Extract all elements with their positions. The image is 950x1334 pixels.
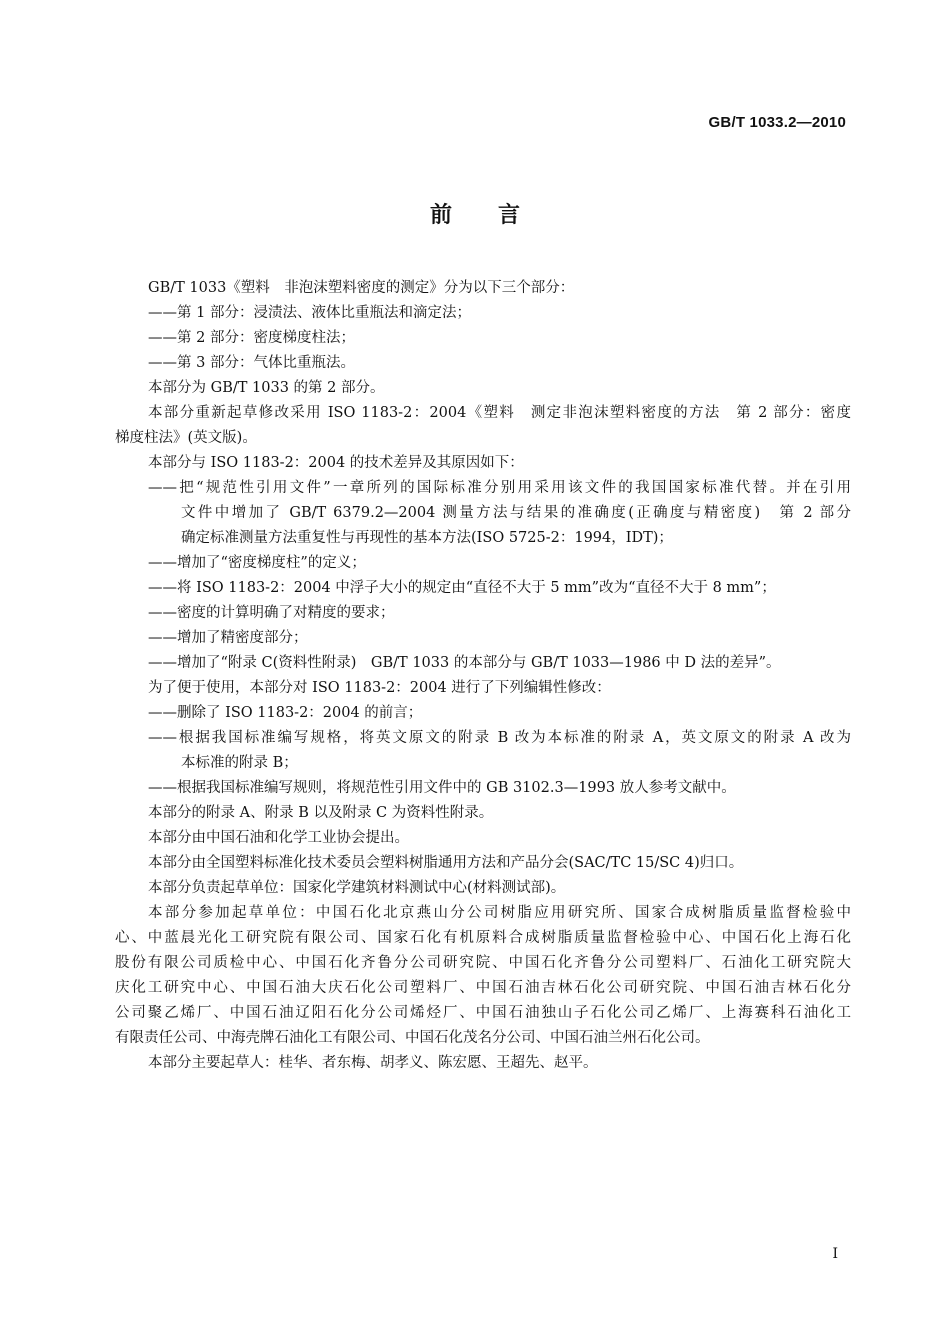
paragraph-this-part: 本部分为 GB/T 1033 的第 2 部分。 xyxy=(148,380,385,396)
list-item-precision-section: ——增加了精密度部分； xyxy=(148,630,308,646)
page-number: I xyxy=(832,1246,838,1262)
paragraph-differences-intro: 本部分与 ISO 1183-2：2004 的技术差异及其原因如下： xyxy=(148,455,524,471)
paragraph-adoption-line-1: 本部分重新起草修改采用 ISO 1183-2：2004《塑料 测定非泡沫塑料密度的方法 第 2 部分：密度 xyxy=(148,405,851,421)
paragraph-adoption-line-2: 梯度柱法》(英文版)。 xyxy=(115,430,257,446)
paragraph-responsible-drafter: 本部分负责起草单位：国家化学建筑材料测试中心(材料测试部)。 xyxy=(148,880,566,896)
list-item-float-size: ——将 ISO 1183-2：2004 中浮子大小的规定由“直径不大于 5 mm”改为“直径不大于 8 mm”； xyxy=(148,580,776,596)
list-item-definition: ——增加了“密度梯度柱”的定义； xyxy=(148,555,366,571)
foreword-body xyxy=(115,276,851,1076)
paragraph-participants-line-6: 有限责任公司、中海壳牌石油化工有限公司、中国石化茂名分公司、中国石油兰州石化公司。 xyxy=(115,1030,710,1046)
list-item-part-3: ——第 3 部分：气体比重瓶法。 xyxy=(148,355,355,371)
list-item-annex-swap-line-1: ——根据我国标准编写规格，将英文原文的附录 B 改为本标准的附录 A，英文原文的附录 A 改为 xyxy=(148,730,851,746)
list-item-part-2: ——第 2 部分：密度梯度柱法； xyxy=(148,330,355,346)
paragraph-editorial-intro: 为了便于使用，本部分对 ISO 1183-2：2004 进行了下列编辑性修改： xyxy=(148,680,611,696)
paragraph-informative-annexes: 本部分的附录 A、附录 B 以及附录 C 为资料性附录。 xyxy=(148,805,494,821)
list-item-part-1: ——第 1 部分：浸渍法、液体比重瓶法和滴定法； xyxy=(148,305,471,321)
paragraph-participants-line-2: 心、中蓝晨光化工研究院有限公司、国家石化有机原料合成树脂质量监督检验中心、中国石化上海石化 xyxy=(115,930,851,946)
list-item-normative-refs-line-2: 文件中增加了 GB/T 6379.2—2004 测量方法与结果的准确度(正确度与精密度) 第 2 部分 xyxy=(181,505,851,521)
paragraph-participants-line-1: 本部分参加起草单位：中国石化北京燕山分公司树脂应用研究所、国家合成树脂质量监督检验中 xyxy=(148,905,851,921)
paragraph-participants-line-4: 庆化工研究中心、中国石油大庆石化公司塑料厂、中国石油吉林石化公司研究院、中国石油吉林石化分 xyxy=(115,980,851,996)
paragraph-participants-line-5: 公司聚乙烯厂、中国石油辽阳石化分公司烯烃厂、中国石油独山子石化公司乙烯厂、上海赛科石油化工 xyxy=(115,1005,851,1021)
paragraph-parts-intro: GB/T 1033《塑料 非泡沫塑料密度的测定》分为以下三个部分： xyxy=(148,280,575,296)
standard-code: GB/T 1033.2—2010 xyxy=(708,114,846,131)
list-item-remove-foreword: ——删除了 ISO 1183-2：2004 的前言； xyxy=(148,705,423,721)
list-item-bibliography: ——根据我国标准编写规则，将规范性引用文件中的 GB 3102.3—1993 放人参考文献中。 xyxy=(148,780,736,796)
list-item-normative-refs-line-1: ——把“规范性引用文件”一章所列的国际标准分别用采用该文件的我国国家标准代替。并在引用 xyxy=(148,480,851,496)
paragraph-centralized-by: 本部分由全国塑料标准化技术委员会塑料树脂通用方法和产品分会(SAC/TC 15/SC 4)归口。 xyxy=(148,855,744,871)
list-item-annex-c: ——增加了“附录 C(资料性附录) GB/T 1033 的本部分与 GB/T 1033—1986 中 D 法的差异”。 xyxy=(148,655,781,671)
list-item-annex-swap-line-2: 本标准的附录 B； xyxy=(181,755,298,771)
paragraph-proposed-by: 本部分由中国石油和化学工业协会提出。 xyxy=(148,830,409,846)
paragraph-participants-line-3: 股份有限公司质检中心、中国石化齐鲁分公司研究院、中国石化齐鲁分公司塑料厂、石油化工研究院大 xyxy=(115,955,851,971)
list-item-normative-refs-line-3: 确定标准测量方法重复性与再现性的基本方法(ISO 5725-2：1994，IDT)； xyxy=(181,530,673,546)
list-item-precision-calc: ——密度的计算明确了对精度的要求； xyxy=(148,605,395,621)
page-title: 前言 xyxy=(429,203,566,228)
paragraph-main-drafters: 本部分主要起草人：桂华、者东梅、胡孝义、陈宏愿、王超先、赵平。 xyxy=(148,1055,598,1071)
